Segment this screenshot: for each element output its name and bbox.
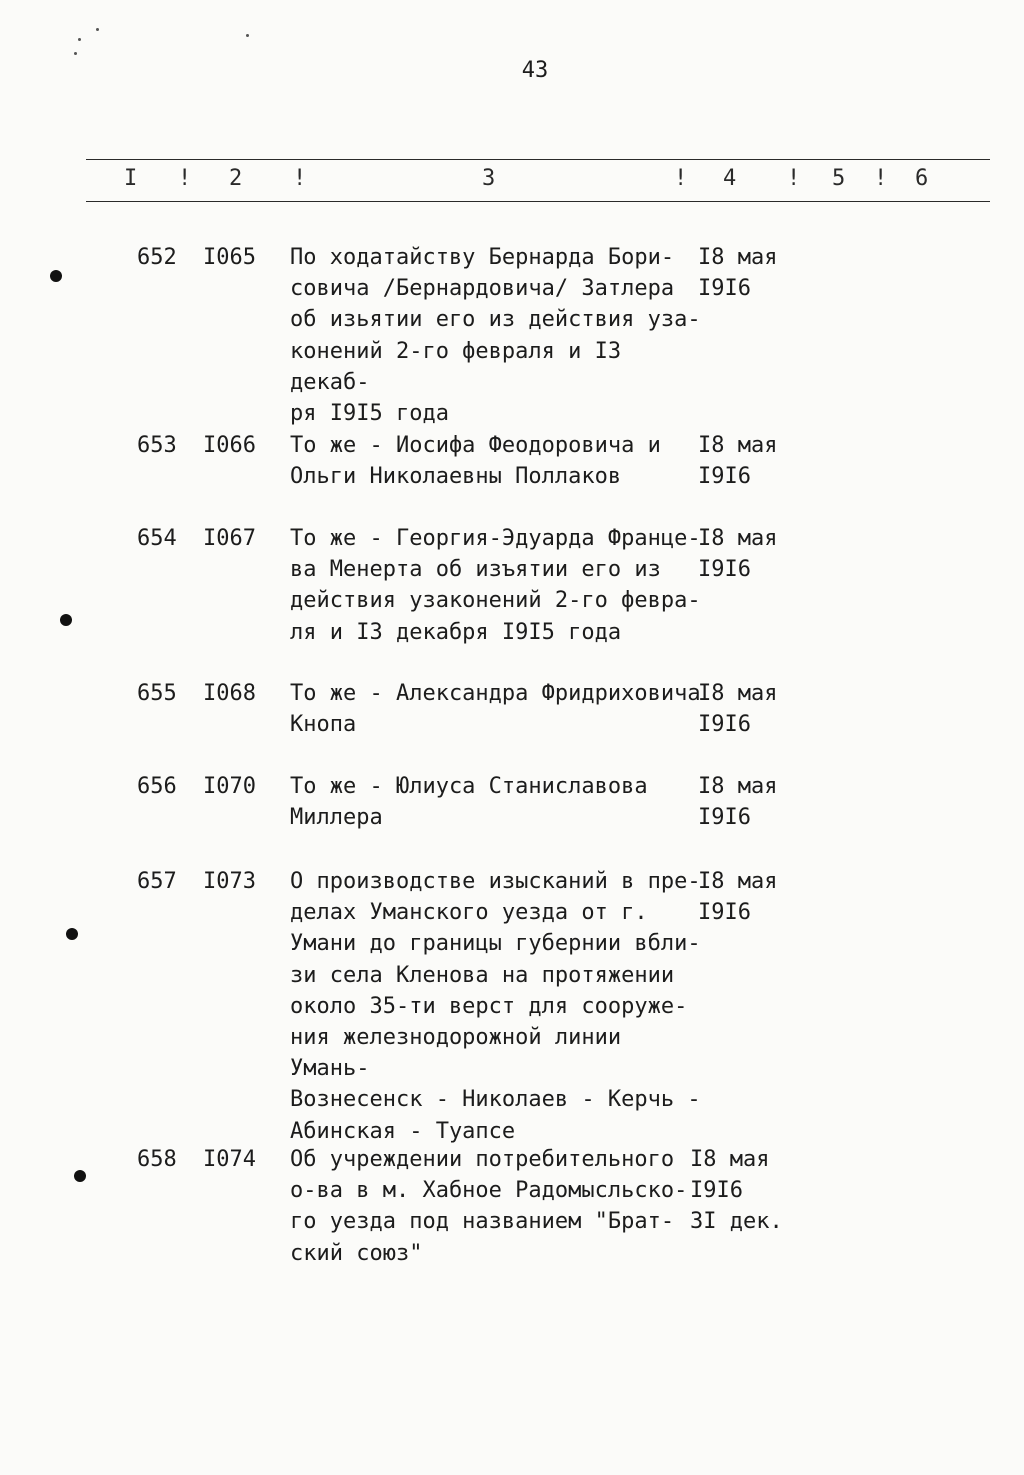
item-number: 652 [137, 245, 177, 270]
header-bottom-rule [86, 201, 990, 202]
item-date: I8 мая I9I6 [698, 433, 778, 490]
punch-hole-3 [66, 928, 78, 940]
file-number: I070 [203, 774, 256, 799]
file-number: I065 [203, 245, 256, 270]
item-date: I8 мая I9I6 [698, 774, 778, 831]
header-separator: ! [178, 166, 192, 191]
item-date: I8 мая I9I6 [698, 681, 778, 738]
file-number: I074 [203, 1147, 256, 1172]
file-number: I066 [203, 433, 256, 458]
speck [96, 28, 99, 31]
item-description: То же - Георгия-Эдуарда Франце- ва Менерта об изъятии его из действия узаконений 2-го февра- ля и I3 декабря I9I5 года [290, 526, 701, 645]
item-date: I8 мая I9I6 [698, 245, 778, 302]
item-number: 655 [137, 681, 177, 706]
header-col-2: 2 [229, 166, 243, 191]
item-number: 654 [137, 526, 177, 551]
speck [78, 38, 81, 41]
header-col-4: 4 [723, 166, 737, 191]
file-number: I073 [203, 869, 256, 894]
header-col-1: I [124, 166, 138, 191]
punch-hole-2 [60, 614, 72, 626]
item-date: I8 мая I9I6 [698, 869, 778, 926]
item-description: Об учреждении потребительного о-ва в м. Хабное Радомысльско- го уезда под названием "Брат- ский союз" [290, 1147, 688, 1266]
item-number: 657 [137, 869, 177, 894]
speck [246, 34, 249, 37]
file-number: I067 [203, 526, 256, 551]
item-number: 658 [137, 1147, 177, 1172]
item-date: I8 мая I9I6 3I дек. [690, 1147, 783, 1235]
header-col-5: 5 [832, 166, 846, 191]
page-number: 43 [521, 58, 549, 83]
punch-hole-1 [50, 270, 62, 282]
item-description: То же - Александра Фридриховича Кнопа [290, 681, 701, 738]
header-separator: ! [674, 166, 688, 191]
header-top-rule [86, 159, 990, 160]
item-date: I8 мая I9I6 [698, 526, 778, 583]
item-description: По ходатайству Бернарда Бори- совича /Бернардовича/ Затлера об изьятии его из действия уза- конений 2-го февраля и I3 декаб- ря I9I5 года [290, 245, 701, 427]
item-description: О производстве изысканий в пре- делах Уманского уезда от г. Умани до границы губернии вбли- зи села Кленова на протяжении около 35-ти верст для сооруже- ния железнодорожной линии Умань- Вознесенск - Николаев - Керчь - Абинская - Туапсе [290, 869, 701, 1144]
file-number: I068 [203, 681, 256, 706]
punch-hole-4 [74, 1170, 86, 1182]
speck [74, 52, 77, 55]
header-separator: ! [874, 166, 888, 191]
item-description: То же - Юлиуса Станиславова Миллера [290, 774, 648, 831]
item-number: 656 [137, 774, 177, 799]
item-description: То же - Иосифа Феодоровича и Ольги Николаевны Поллаков [290, 433, 661, 490]
header-separator: ! [787, 166, 801, 191]
item-number: 653 [137, 433, 177, 458]
header-col-6: 6 [915, 166, 929, 191]
header-col-3: 3 [482, 166, 496, 191]
header-separator: ! [293, 166, 307, 191]
